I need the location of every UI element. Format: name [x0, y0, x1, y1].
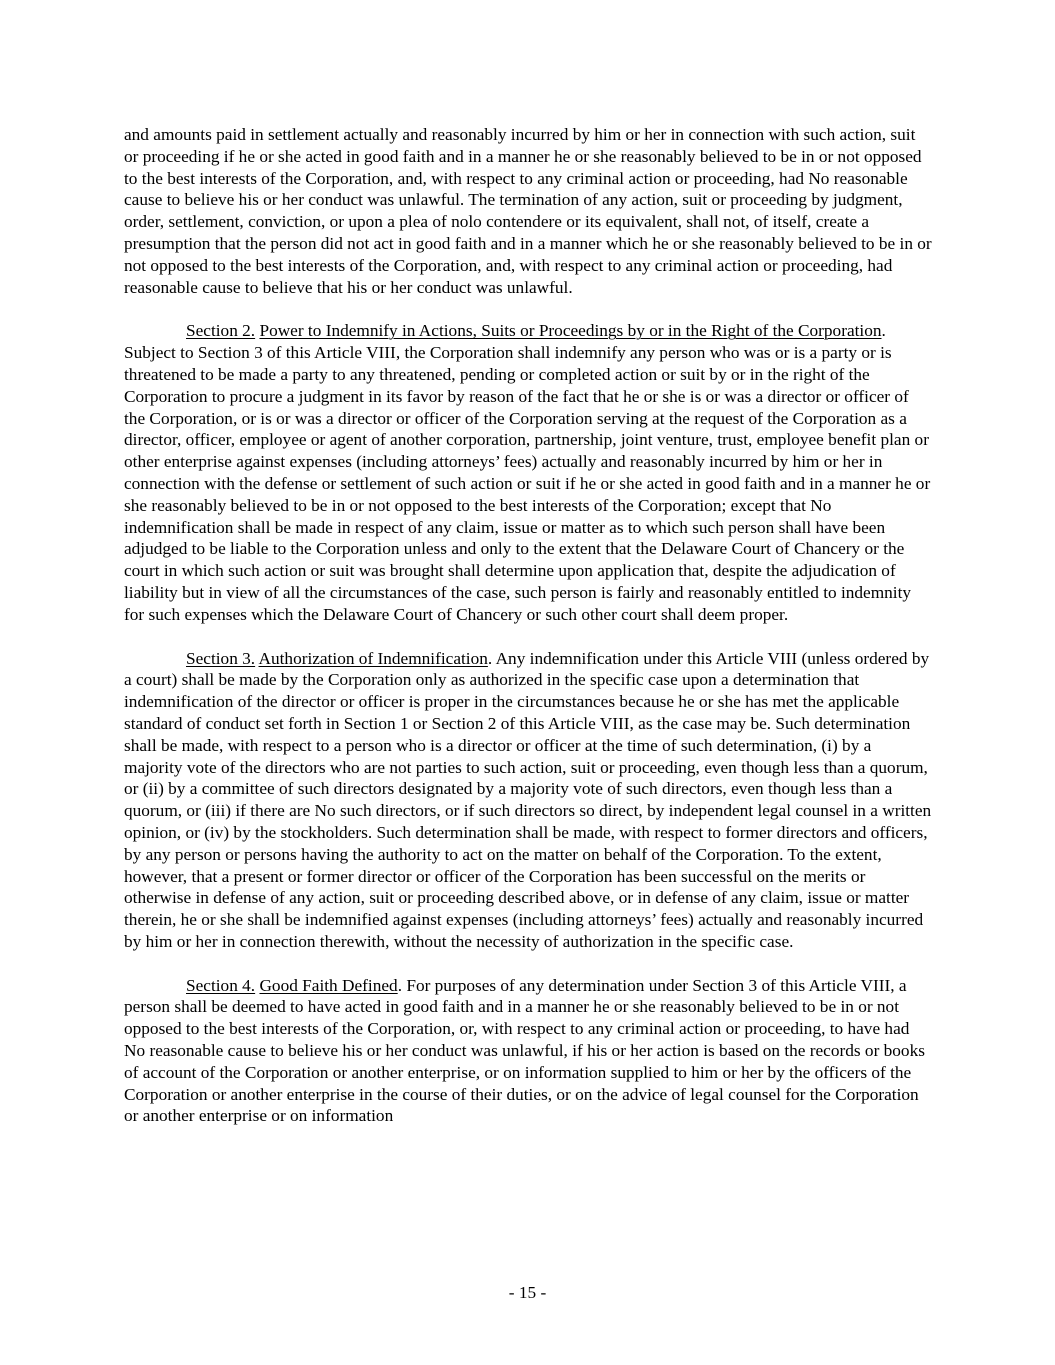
- section-2-paragraph: [124, 320, 934, 625]
- section-4-paragraph: [124, 975, 934, 1128]
- section-3-label: Section 3.: [186, 648, 256, 668]
- section-3-text: . Any indemnification under this Article VIII (unless ordered by a court) shall be made by the Corporation only as authorized in the specific case upon a determination that indemnification of the director or officer is proper in the circumstances because he or she has met the applicable standard of conduct set forth in Section 1 or Section 2 of this Article VIII, as the case may be. Such determination shall be made, with respect to a person who is a director or officer at the time of such determination, (i) by a majority vote of the directors who are not parties to such action, suit or proceeding, even though less than a quorum, or (ii) by a committee of such directors designated by a majority vote of such directors, even though less than a quorum, or (iii) if there are No such directors, or if such directors so direct, by independent legal counsel in a written opinion, or (iv) by the stockholders. Such determination shall be made, with respect to former directors and officers, by any person or persons having the authority to act on the matter on behalf of the Corporation. To the extent, however, that a present or former director or officer of the Corporation has been successful on the merits or otherwise in defense of any action, suit or proceeding described above, or in defense of any claim, issue or matter therein, he or she shall be indemnified against expenses (including attorneys’ fees) actually and reasonably incurred by him or her in connection therewith, without the necessity of authorization in the specific case.: [124, 648, 932, 951]
- section-2-label: Section 2.: [186, 321, 256, 341]
- section-4-label: Section 4.: [186, 975, 256, 995]
- section-3-paragraph: [124, 648, 934, 953]
- page-number: - 15 -: [508, 1283, 547, 1302]
- document-body: [124, 124, 934, 1149]
- continuation-paragraph: and amounts paid in settlement actually and reasonably incurred by him or her in connection with such action, suit or proceeding if he or she acted in good faith and in a manner he or she reasonably believed to be in or not opposed to the best interests of the Corporation, and, with respect to any criminal action or proceeding, had No reasonable cause to believe his or her conduct was unlawful. The termination of any action, suit or proceeding by judgment, order, settlement, conviction, or upon a plea of nolo contendere or its equivalent, shall not, of itself, create a presumption that the person did not act in good faith and in a manner which he or she reasonably believed to be in or not opposed to the best interests of the Corporation, and, with respect to any criminal action or proceeding, had reasonable cause to believe that his or her conduct was unlawful.: [124, 125, 932, 297]
- section-2-text: . Subject to Section 3 of this Article VIII, the Corporation shall indemnify any person who was or is a party or is threatened to be made a party to any threatened, pending or completed action or suit by or in the right of the Corporation to procure a judgment in its favor by reason of the fact that he or she is or was a director or officer of the Corporation, or is or was a director or officer of the Corporation serving at the request of the Corporation as a director, officer, employee or agent of another corporation, partnership, joint venture, trust, employee benefit plan or other enterprise against expenses (including attorneys’ fees) actually and reasonably incurred by him or her in connection with the defense or settlement of such action or suit if he or she acted in good faith and in a manner he or she reasonably believed to be in or not opposed to the best interests of the Corporation; except that No indemnification shall be made in respect of any claim, issue or matter as to which such person shall have been adjudged to be liable to the Corporation unless and only to the extent that the Delaware Court of Chancery or the court in which such action or suit was brought shall determine upon application that, despite the adjudication of liability but in view of all the circumstances of the case, such person is fairly and reasonably entitled to indemnity for such expenses which the Delaware Court of Chancery or such other court shall deem proper.: [124, 321, 931, 624]
- section-3-heading: Authorization of Indemnification: [258, 648, 488, 668]
- section-4-text: . For purposes of any determination under Section 3 of this Article VIII, a person shall be deemed to have acted in good faith and in a manner he or she reasonably believed to be in or not opposed to the best interests of the Corporation, or, with respect to any criminal action or proceeding, to have had No reasonable cause to believe his or her conduct was unlawful, if his or her action is based on the records or books of account of the Corporation or another enterprise, or on information supplied to him or her by the officers of the Corporation or another enterprise in the course of their duties, or on the advice of legal counsel for the Corporation or another enterprise or on information: [124, 975, 925, 1126]
- section-4-heading: Good Faith Defined: [259, 975, 398, 995]
- section-2-heading: Power to Indemnify in Actions, Suits or Proceedings by or in the Right of the Corporation: [259, 321, 882, 341]
